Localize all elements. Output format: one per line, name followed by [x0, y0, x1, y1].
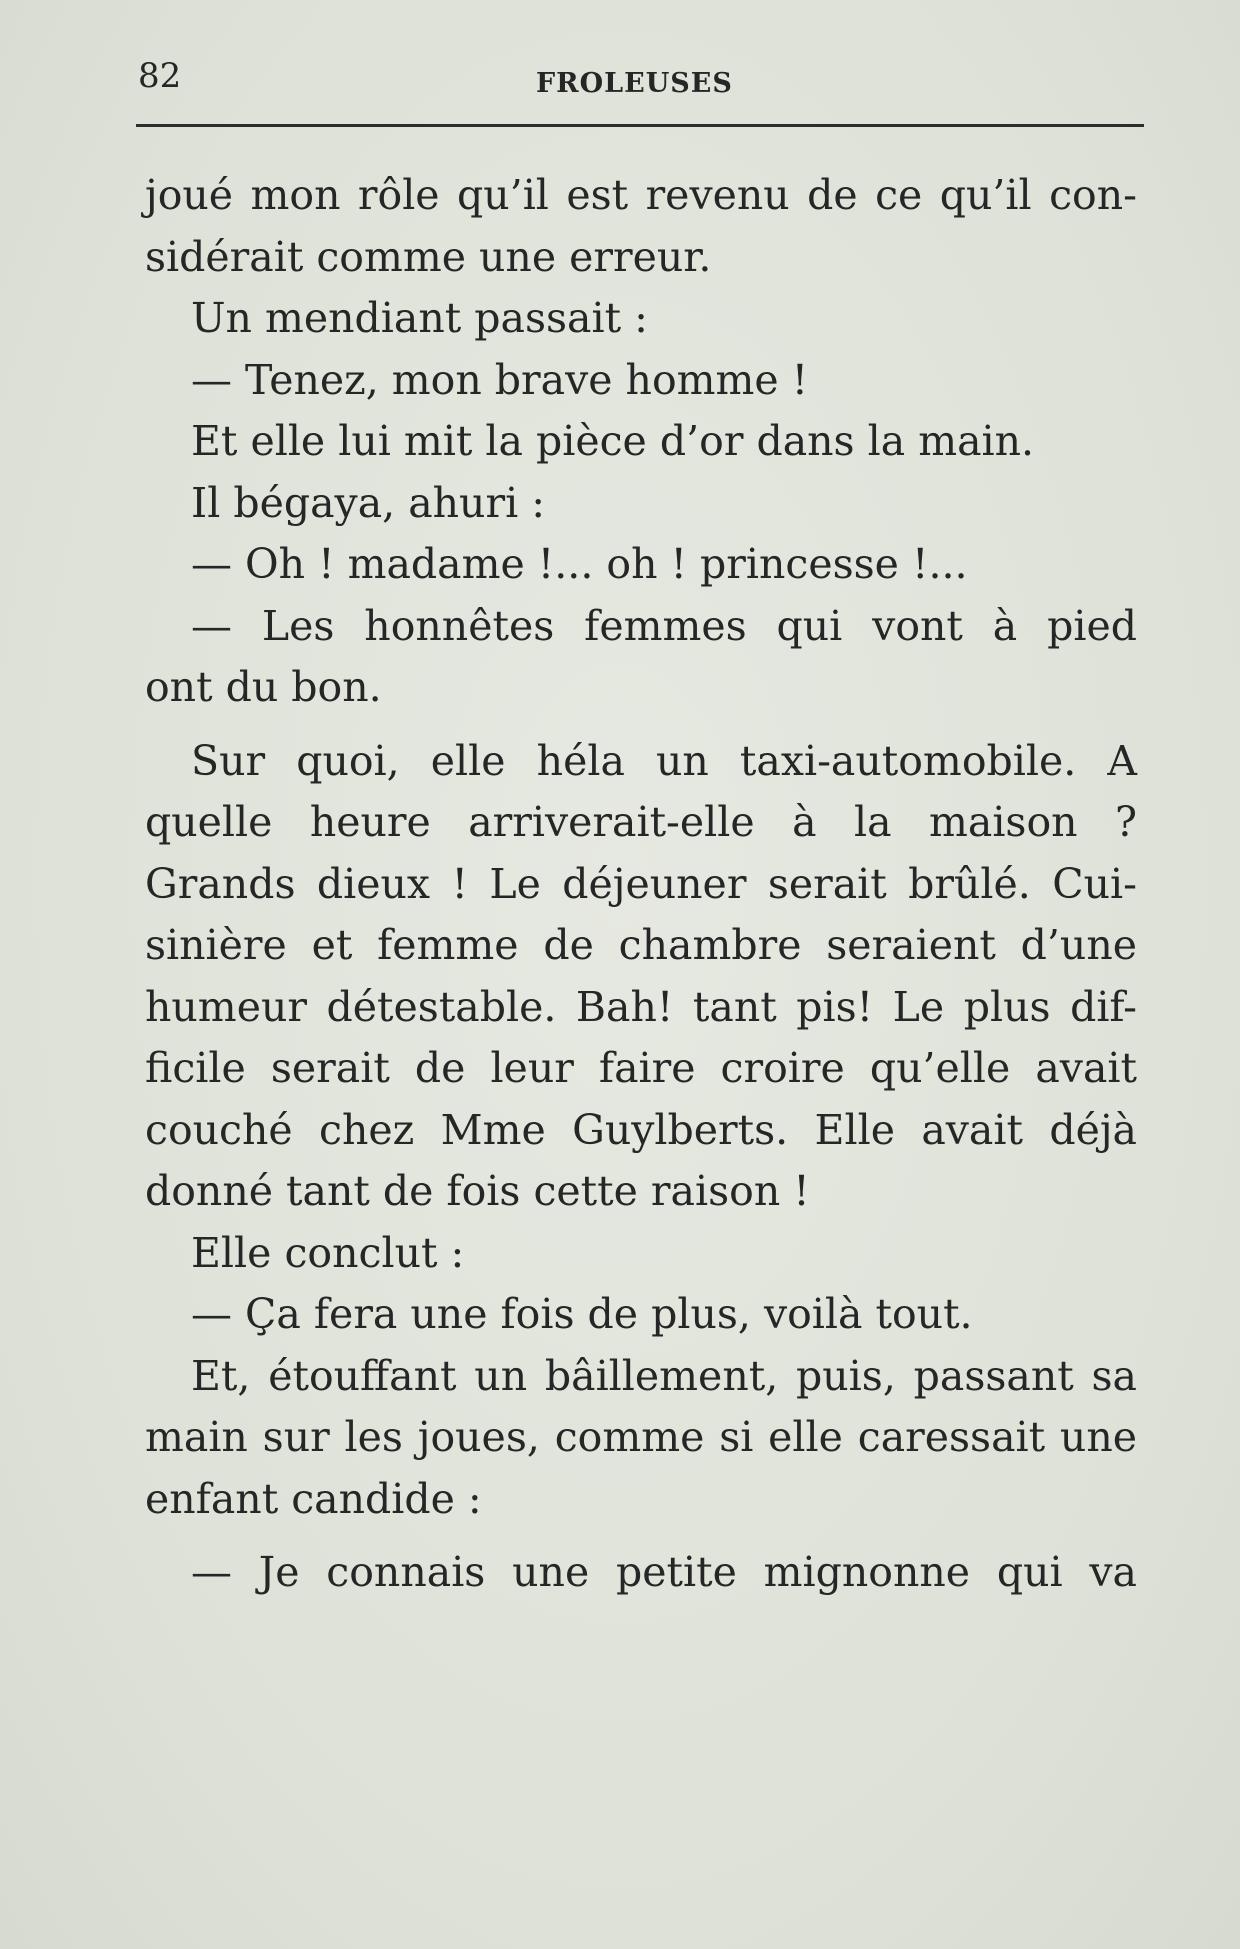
- text-line: Et, étouffant un bâillement, puis, passant sa: [191, 1351, 1137, 1400]
- text-line: sinière et femme de chambre seraient d’une: [145, 921, 1137, 969]
- running-head: [138, 56, 1140, 106]
- header-rule: [136, 124, 1144, 127]
- text-line: — Tenez, mon brave homme !: [191, 355, 809, 404]
- text-line: humeur détestable. Bah! tant pis! Le plus dif-: [145, 982, 1137, 1031]
- text-line: ficile serait de leur faire croire qu’elle avait: [145, 1044, 1137, 1092]
- text-line: Un mendiant passait :: [191, 294, 648, 342]
- text-line: Elle conclut :: [191, 1228, 465, 1277]
- text-line: Sur quoi, elle héla un taxi-automobile. A: [191, 736, 1137, 785]
- text-line: ont du bon.: [145, 663, 382, 711]
- text-line: sidérait comme une erreur.: [145, 232, 712, 281]
- text-line: — Oh ! madame !... oh ! princesse !...: [191, 540, 968, 588]
- text-line: main sur les joues, comme si elle caressait une: [145, 1413, 1137, 1461]
- page-number: 82: [138, 56, 182, 96]
- text-line: donné tant de fois cette raison !: [145, 1167, 810, 1215]
- text-line: Et elle lui mit la pièce d’or dans la main.: [191, 417, 1035, 465]
- text-line: — Les honnêtes femmes qui vont à pied: [191, 601, 1137, 650]
- text-line: — Ça fera une fois de plus, voilà tout.: [191, 1290, 973, 1338]
- body-text: [145, 165, 1137, 1604]
- text-line: quelle heure arriverait-elle à la maison ?: [145, 798, 1137, 846]
- text-line: joué mon rôle qu’il est revenu de ce qu’il con-: [145, 171, 1137, 219]
- text-line: couché chez Mme Guylberts. Elle avait déjà: [145, 1105, 1137, 1154]
- text-line: — Je connais une petite mignonne qui va: [191, 1548, 1137, 1596]
- running-title: FROLEUSES: [536, 68, 733, 99]
- text-line: enfant candide :: [145, 1474, 482, 1523]
- text-line: Grands dieux ! Le déjeuner serait brûlé. Cui-: [145, 859, 1137, 908]
- text-line: Il bégaya, ahuri :: [191, 478, 546, 527]
